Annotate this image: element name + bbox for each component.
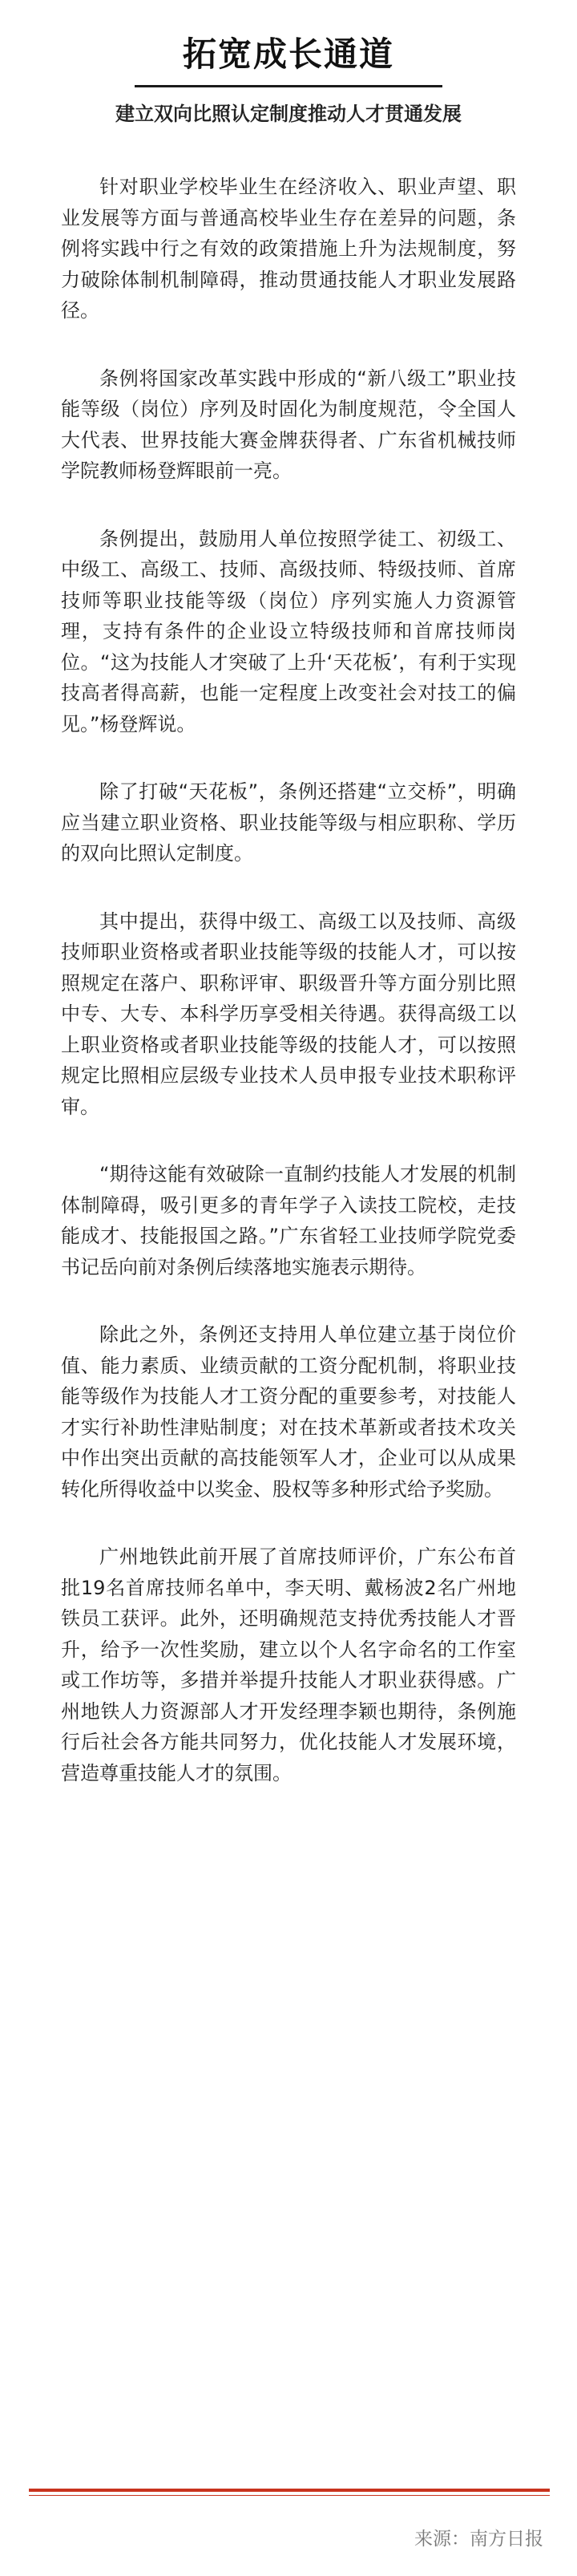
paragraph-1: 针对职业学校毕业生在经济收入、职业声望、职业发展等方面与普通高校毕业生存在差异的问题，条例将实践中行之有效的政策措施上升为法规制度，努力破除体制机制障碍，推动贯通技能人才职业发展路径。 — [61, 176, 516, 322]
footer-divider-thick — [29, 2489, 550, 2492]
article-body — [61, 172, 516, 1825]
paragraph-6: “期待这能有效破除一直制约技能人才发展的机制体制障碍，吸引更多的青年学子入读技工院校，走技能成才、技能报国之路。”广东省轻工业技师学院党委书记岳向前对条例后续落地实施表示期待。 — [61, 1163, 516, 1278]
paragraph-5: 其中提出，获得中级工、高级工以及技师、高级技师职业资格或者职业技能等级的技能人才，可以按照规定在落户、职称评审、职级晋升等方面分别比照中专、大专、本科学历享受相关待遇。获得高级工以上职业资格或者职业技能等级的技能人才，可以按照规定比照相应层级专业技术人员申报专业技术职称评审。 — [61, 909, 516, 1118]
paragraph-3: 条例提出，鼓励用人单位按照学徒工、初级工、中级工、高级工、技师、高级技师、特级技师、首席技师等职业技能等级（岗位）序列实施人力资源管理，支持有条件的企业设立特级技师和首席技师岗位。“这为技能人才突破了上升‘天花板’，有利于实现技高者得高薪，也能一定程度上改变社会对技工的偏见。”杨登辉说。 — [61, 527, 516, 735]
paragraph-8: 广州地铁此前开展了首席技师评价，广东公布首批19名首席技师名单中，李天明、戴杨波2名广州地铁员工获评。此外，还明确规范支持优秀技能人才晋升，给予一次性奖励，建立以个人名字命名的工作室或工作坊等，多措并举提升技能人才职业获得感。广州地铁人力资源部人才开发经理李颖也期待，条例施行后社会各方能共同努力，优化技能人才发展环境，营造尊重技能人才的氛围。 — [61, 1545, 516, 1784]
title-underline — [135, 85, 442, 87]
paragraph-4: 除了打破“天花板”，条例还搭建“立交桥”，明确应当建立职业资格、职业技能等级与相应职称、学历的双向比照认定制度。 — [61, 780, 516, 865]
article-title: 拓宽成长通道 — [182, 34, 394, 74]
paragraph-7: 除此之外，条例还支持用人单位建立基于岗位价值、能力素质、业绩贡献的工资分配机制，将职业技能等级作为技能人才工资分配的重要参考，对技能人才实行补助性津贴制度；对在技术革新或者技术攻关中作出突出贡献的高技能领军人才，企业可以从成果转化所得收益中以奖金、股权等多种形式给予奖励。 — [61, 1323, 516, 1501]
article-subtitle: 建立双向比照认定制度推动人才贯通发展 — [115, 103, 462, 125]
source-credit: 来源：南方日报 — [414, 2529, 543, 2550]
footer-divider-thin — [29, 2495, 550, 2496]
paragraph-2: 条例将国家改革实践中形成的“新八级工”职业技能等级（岗位）序列及时固化为制度规范，令全国人大代表、世界技能大赛金牌获得者、广东省机械技师学院教师杨登辉眼前一亮。 — [61, 367, 516, 482]
